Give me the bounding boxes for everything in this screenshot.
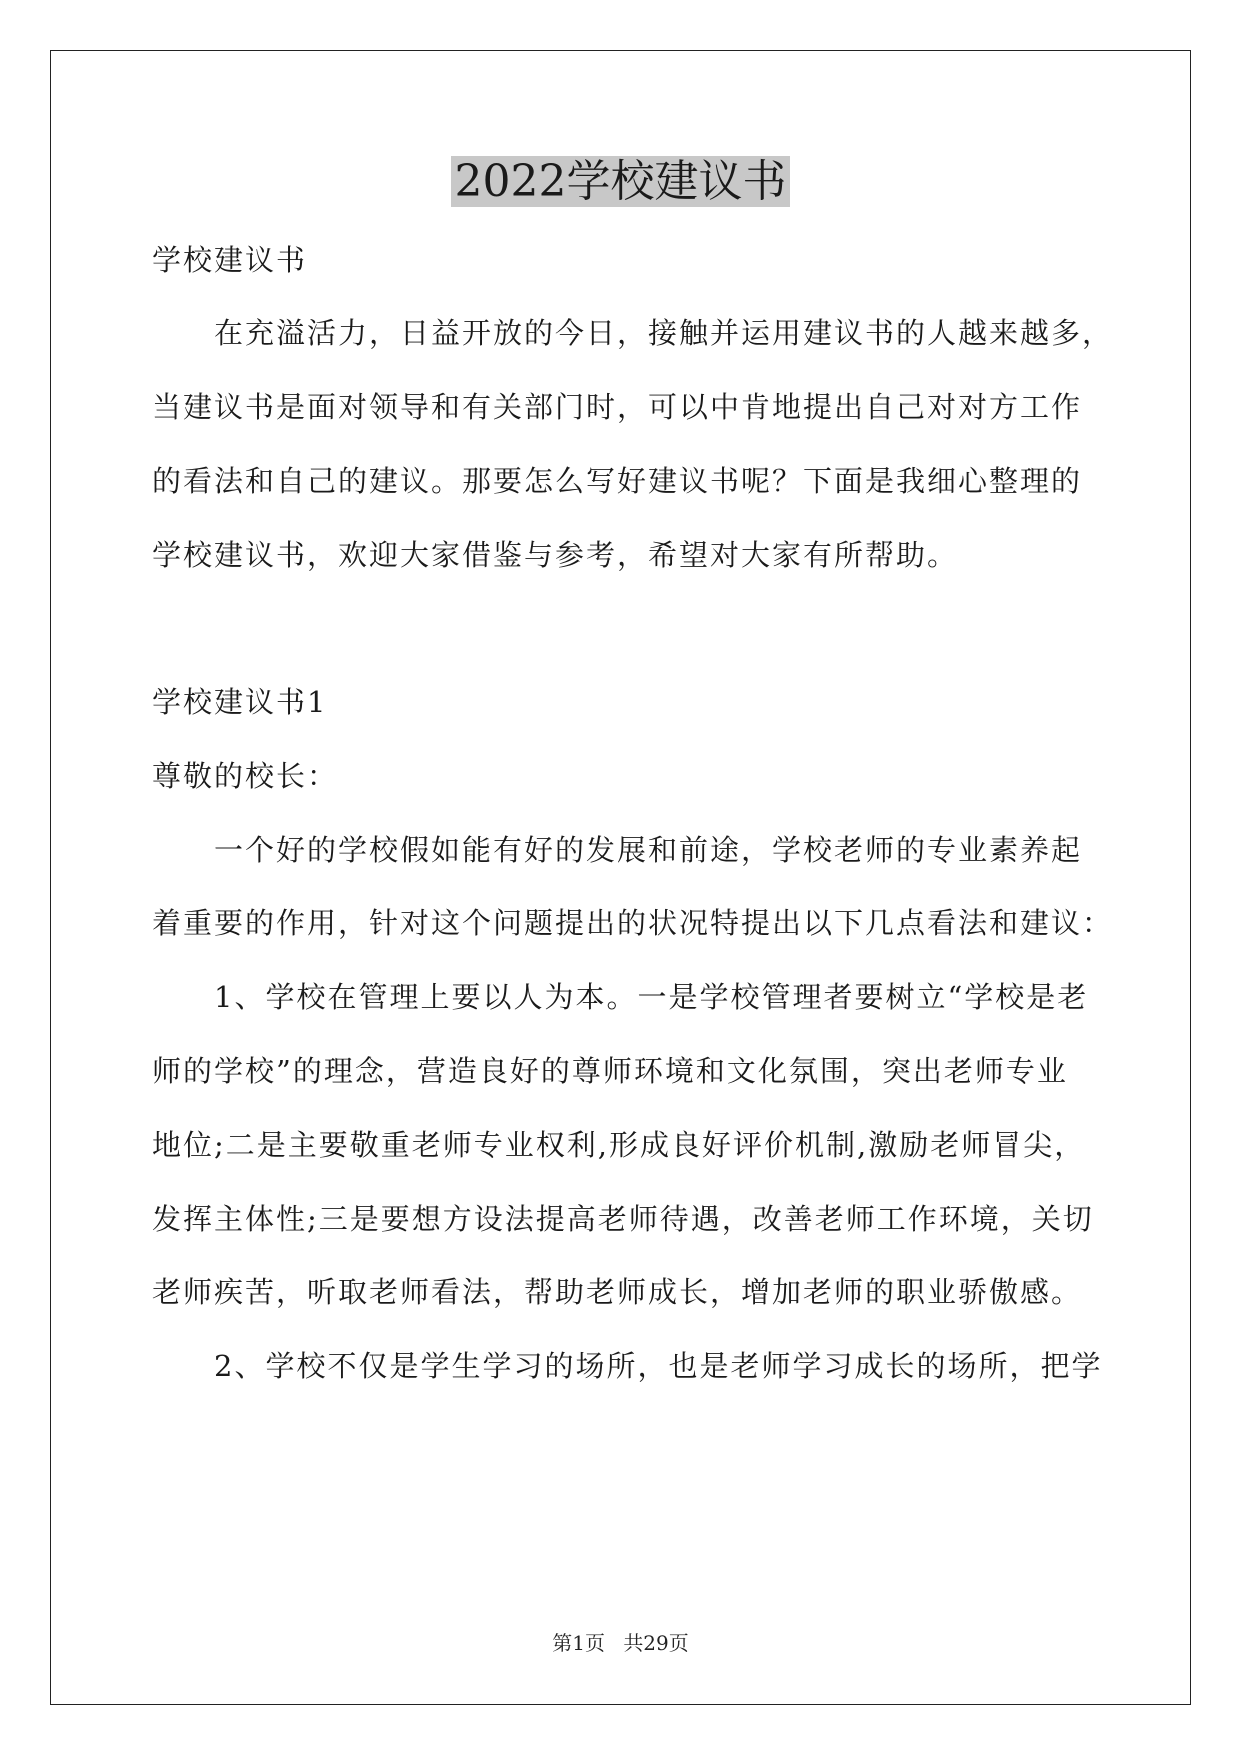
paragraph-line: 一个好的学校假如能有好的发展和前途，学校老师的专业素养起 — [152, 833, 1083, 867]
paragraph-line: 学校建议书，欢迎大家借鉴与参考，希望对大家有所帮助。 — [152, 538, 959, 572]
paragraph-line: 的看法和自己的建议。那要怎么写好建议书呢？下面是我细心整理的 — [152, 464, 1083, 498]
paragraph-line: 师的学校”的理念，营造良好的尊师环境和文化氛围，突出老师专业 — [152, 1054, 1068, 1088]
page-number: 第1页 — [552, 1631, 605, 1655]
page-total: 共29页 — [623, 1631, 689, 1655]
salutation: 尊敬的校长： — [152, 759, 339, 793]
paragraph-line: 1、学校在管理上要以人为本。一是学校管理者要树立“学校是老 — [152, 980, 1089, 1014]
page-border — [50, 50, 1191, 1705]
paragraph-line: 发挥主体性;三是要想方设法提高老师待遇，改善老师工作环境，关切 — [152, 1202, 1094, 1236]
paragraph-line: 学校建议书 — [152, 243, 308, 277]
section-heading: 学校建议书1 — [152, 685, 328, 719]
paragraph-line: 地位;二是主要敬重老师专业权利,形成良好评价机制,激励老师冒尖， — [152, 1128, 1086, 1162]
title-text: 2022学校建议书 — [451, 156, 791, 207]
paragraph-line: 老师疾苦，听取老师看法，帮助老师成长，增加老师的职业骄傲感。 — [152, 1275, 1083, 1309]
page-footer — [0, 1629, 1241, 1657]
paragraph-line: 在充溢活力，日益开放的今日，接触并运用建议书的人越来越多， — [152, 316, 1114, 350]
paragraph-line: 2、学校不仅是学生学习的场所，也是老师学习成长的场所，把学 — [152, 1349, 1103, 1383]
document-title — [0, 152, 1241, 212]
paragraph-line: 着重要的作用，针对这个问题提出的状况特提出以下几点看法和建议： — [152, 906, 1114, 940]
paragraph-line: 当建议书是面对领导和有关部门时，可以中肯地提出自己对对方工作 — [152, 390, 1083, 424]
